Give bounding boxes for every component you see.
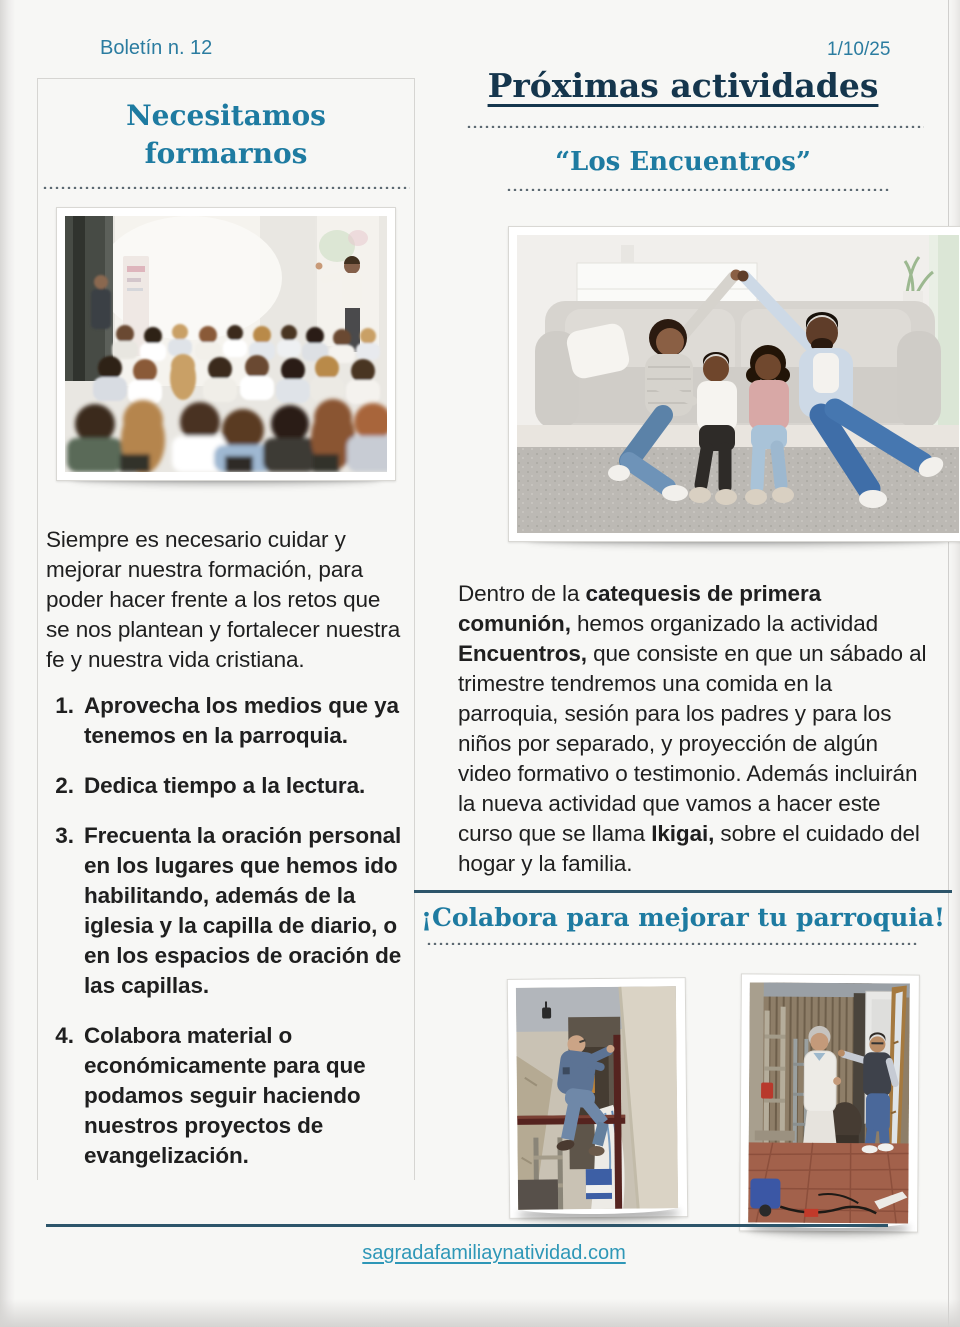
list-item: 4. Colabora material o económicamente para que podamos seguir haciendo nuestros proyectos de evangelización. (80, 1021, 402, 1171)
list-item: 1. Aprovecha los medios que ya tenemos en la parroquia. (80, 691, 402, 751)
page-edge-left (0, 0, 15, 1327)
dotted-divider-right-1 (466, 124, 924, 128)
conference-photo-art (65, 216, 387, 472)
section-necesitamos-formarnos (37, 78, 415, 1180)
footer-divider-line (46, 1224, 888, 1227)
dotted-divider-right-2 (506, 187, 890, 191)
encuentros-title: “Los Encuentros” (555, 147, 811, 177)
issue-date: 1/10/25 (827, 39, 891, 60)
colabora-title: ¡Colabora para mejorar tu parroquia! (421, 903, 945, 932)
list-item: 2. Dedica tiempo a la lectura. (80, 771, 402, 801)
section-proximas-actividades (416, 0, 950, 1327)
right-section-title: Próximas actividades (487, 66, 879, 105)
encuentros-paragraph: Dentro de la catequesis de primera comunión, hemos organizado la actividad Encuentros, que consiste en que un sábado al trimestre tendremos una comida en la parroquia, sesión para los padres y para los niños por separado, y proyección de algún video formativo o testimonio. Además incluirán la nueva actividad que vamos a hacer este curso que se llama Ikigai, sobre el cuidado del hogar y la familia. (458, 580, 927, 876)
restoration-right-art (748, 982, 910, 1223)
left-section-title: Necesitamos formarnos (126, 99, 326, 170)
website-link[interactable]: sagradafamiliaynatividad.com (362, 1242, 626, 1264)
dotted-divider-right-3 (426, 941, 918, 945)
dotted-divider-left (42, 185, 410, 189)
list-item: 3. Frecuenta la oración personal en los lugares que hemos ido habilitando, además de la iglesia y la capilla de diario, o en los espacios de oración de las capillas. (80, 821, 402, 1001)
section-divider-line (414, 890, 952, 893)
family-photo-art (517, 235, 959, 533)
restoration-photo-left (507, 977, 689, 1219)
restoration-left-art (516, 986, 678, 1210)
bulletin-number: Boletín n. 12 (100, 37, 213, 59)
conference-photo (56, 207, 396, 481)
family-photo (508, 226, 960, 542)
formacion-list (38, 691, 414, 1171)
formacion-intro: Siempre es necesario cuidar y mejorar nuestra formación, para poder hacer frente a los retos que se nos plantean y fortalecer nuestra fe y nuestra vida cristiana. (46, 527, 401, 672)
footer (40, 1242, 948, 1265)
restoration-photo-right (739, 973, 920, 1232)
